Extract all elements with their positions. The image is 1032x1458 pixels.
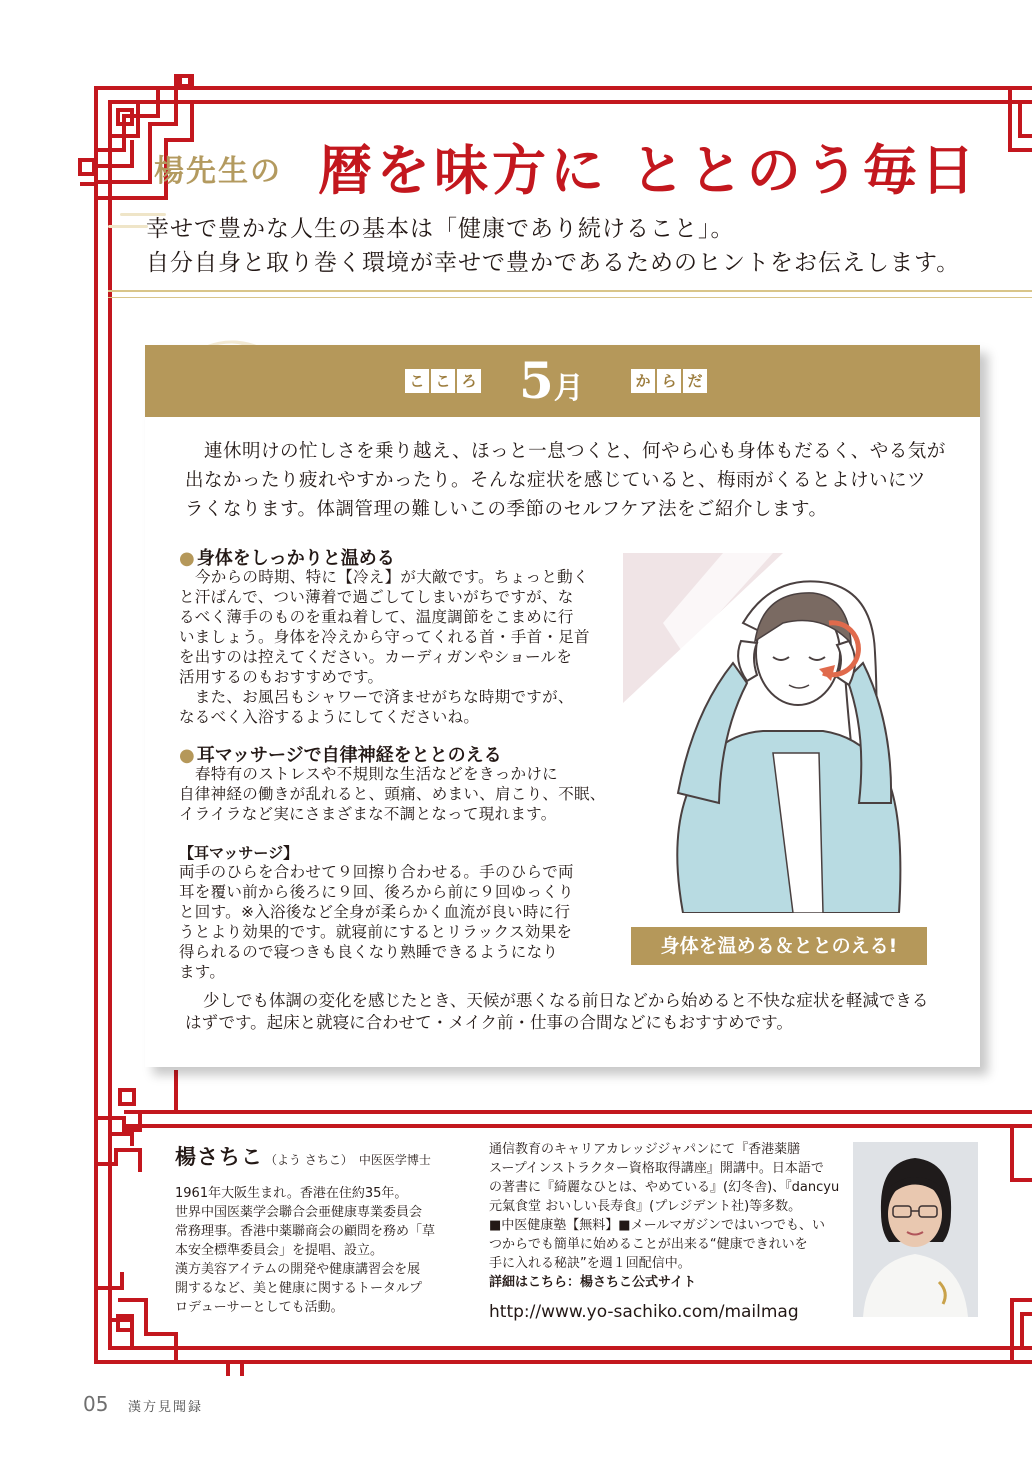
page-title: 暦を味方に ととのう毎日	[318, 138, 979, 202]
page-number: 05	[83, 1392, 109, 1416]
author-title: 中医医学博士	[358, 1153, 431, 1167]
magazine-title: 漢方見聞録	[128, 1400, 204, 1415]
body-line: 耳を覆い前から後ろに９回、後ろから前に９回ゆっくり	[179, 883, 574, 901]
bullet-icon: ●	[179, 745, 195, 766]
series-prefix: 楊先生の	[154, 154, 282, 189]
tag-char: こ	[405, 369, 429, 393]
section-body-ear	[179, 764, 606, 824]
tag-char: だ	[683, 369, 707, 393]
author-photo	[853, 1142, 978, 1317]
body-line: るべく薄手のものを重ね着して、温度調節をこまめに行	[179, 608, 574, 626]
month-number: 5	[519, 351, 554, 410]
body-line: ます。	[179, 963, 226, 981]
intro-line: 自分自身と取り巻く環境が幸せで豊かであるためのヒントをお伝えします。	[146, 250, 961, 276]
section-heading-text: 身体をしっかりと温める	[196, 548, 395, 569]
massage-steps	[179, 862, 574, 982]
closing-line: はずです。起床と就寝に合わせて・メイク前・仕事の合間などにもおすすめです。	[185, 1013, 793, 1032]
activity-line: 詳細はこちら：楊さちこ公式サイト	[489, 1275, 697, 1290]
article-card	[145, 345, 980, 1067]
lead-line: 出なかったり疲れやすかったり。そんな症状を感じていると、梅雨がくるとよけいにツ	[185, 470, 927, 491]
bullet-icon: ●	[179, 548, 195, 569]
body-line: と汗ばんで、つい薄着で過ごしてしまいがちですが、な	[179, 588, 574, 606]
closing-paragraph	[185, 990, 965, 1034]
activity-line: の著書に『綺麗なひとは、やめている』(幻冬舎)、『dancyu	[489, 1180, 840, 1195]
lead-line: ラくなります。体調管理の難しいこの季節のセルフケア法をご紹介します。	[185, 499, 828, 520]
profile-line: 開するなど、美と健康に関するトータルプ	[175, 1281, 423, 1296]
profile-line: 世界中国医薬学会聯合会亜健康専業委員会	[175, 1205, 423, 1220]
intro-text	[146, 212, 1026, 280]
author-profile	[175, 1184, 475, 1317]
body-line: と回す。※入浴後など全身が柔らかく血流が良い時に行	[179, 903, 571, 921]
body-line: 春特有のストレスや不規則な生活などをきっかけに	[195, 765, 558, 783]
activity-line: ■中医健康塾【無料】■メールマガジンではいつでも、い	[489, 1218, 825, 1233]
lead-line: 連休明けの忙しさを乗り越え、ほっと一息つくと、何やら心も身体もだるく、やる気が	[204, 441, 946, 462]
activity-line: 通信教育のキャリアカレッジジャパンにて『香港薬膳	[489, 1142, 801, 1157]
illustration-caption: 身体を温める＆ととのえる!	[631, 927, 927, 965]
body-line: なるべく入浴するようにしてくださいね。	[179, 708, 480, 726]
author-activities	[489, 1140, 839, 1292]
month-unit: 月	[553, 371, 584, 406]
body-line: 今からの時期、特に【冷え】が大敵です。ちょっと動く	[195, 568, 589, 586]
body-line: を出すのは控えてください。カーディガンやショールを	[179, 648, 573, 666]
tag-char: ら	[657, 369, 681, 393]
profile-line: 漢方美容アイテムの開発や健康講習会を展	[175, 1262, 421, 1277]
section-body-warm	[179, 567, 590, 727]
month-banner	[145, 345, 980, 417]
profile-line: 常務理事。香港中薬聯商会の顧問を務め「草	[175, 1224, 436, 1239]
ear-massage-illustration	[623, 553, 943, 913]
profile-line: 本安全標準委員会」を提唱、設立。	[175, 1243, 384, 1258]
body-line: 得られるので寝つきも良くなり熟睡できるようになり	[179, 943, 559, 961]
intro-line: 幸せで豊かな人生の基本は「健康であり続けること」。	[146, 216, 735, 242]
author-portrait	[853, 1142, 978, 1317]
body-line: うとより効果的です。就寝前にするとリラックス効果を	[179, 923, 573, 941]
activity-line: 手に入れる秘訣”を週１回配信中。	[489, 1256, 691, 1271]
author-name-block	[175, 1141, 431, 1171]
profile-line: 1961年大阪生まれ。香港在住約35年。	[175, 1186, 408, 1201]
body-line: 活用するのもおすすめです。	[179, 668, 384, 686]
author-reading: （よう さちこ）	[265, 1153, 353, 1167]
tag-karada	[631, 369, 707, 393]
body-line: イライラなど実にさまざまな不調となって現れます。	[179, 805, 557, 823]
section-heading-text: 耳マッサージで自律神経をととのえる	[196, 745, 502, 766]
divider	[108, 297, 1032, 298]
activity-line: つからでも簡単に始めることが出来る“健康できれいを	[489, 1237, 808, 1252]
body-line: 自律神経の働きが乱れると、頭痛、めまい、肩こり、不眠、	[179, 785, 606, 803]
tag-char: か	[631, 369, 655, 393]
body-line: また、お風呂もシャワーで済ませがちな時期ですが、	[179, 688, 574, 706]
divider	[108, 290, 1032, 292]
closing-line: 少しでも体調の変化を感じたとき、天候が悪くなる前日などから始めると不快な症状を軽減できる	[203, 991, 929, 1010]
month-label	[519, 351, 584, 410]
activity-line: スープインストラクター資格取得講座』開講中。日本語で	[489, 1161, 824, 1176]
lead-paragraph	[185, 437, 965, 524]
body-line: 両手のひらを合わせて９回擦り合わせる。手のひらで両	[179, 863, 574, 881]
mailmag-link[interactable]: http://www.yo-sachiko.com/mailmag	[489, 1302, 799, 1322]
tag-kokoro	[405, 369, 481, 393]
body-line: いましょう。身体を冷えから守ってくれる首・手首・足首	[179, 628, 590, 646]
massage-subheading: 【耳マッサージ】	[179, 844, 299, 862]
activity-line: 元氣食堂 おいしい長寿食』(プレジデント社)等多数。	[489, 1199, 802, 1214]
tag-char: こ	[431, 369, 455, 393]
tag-char: ろ	[457, 369, 481, 393]
author-name: 楊さちこ	[175, 1145, 263, 1169]
profile-line: ロデューサーとしても活動。	[175, 1300, 344, 1315]
